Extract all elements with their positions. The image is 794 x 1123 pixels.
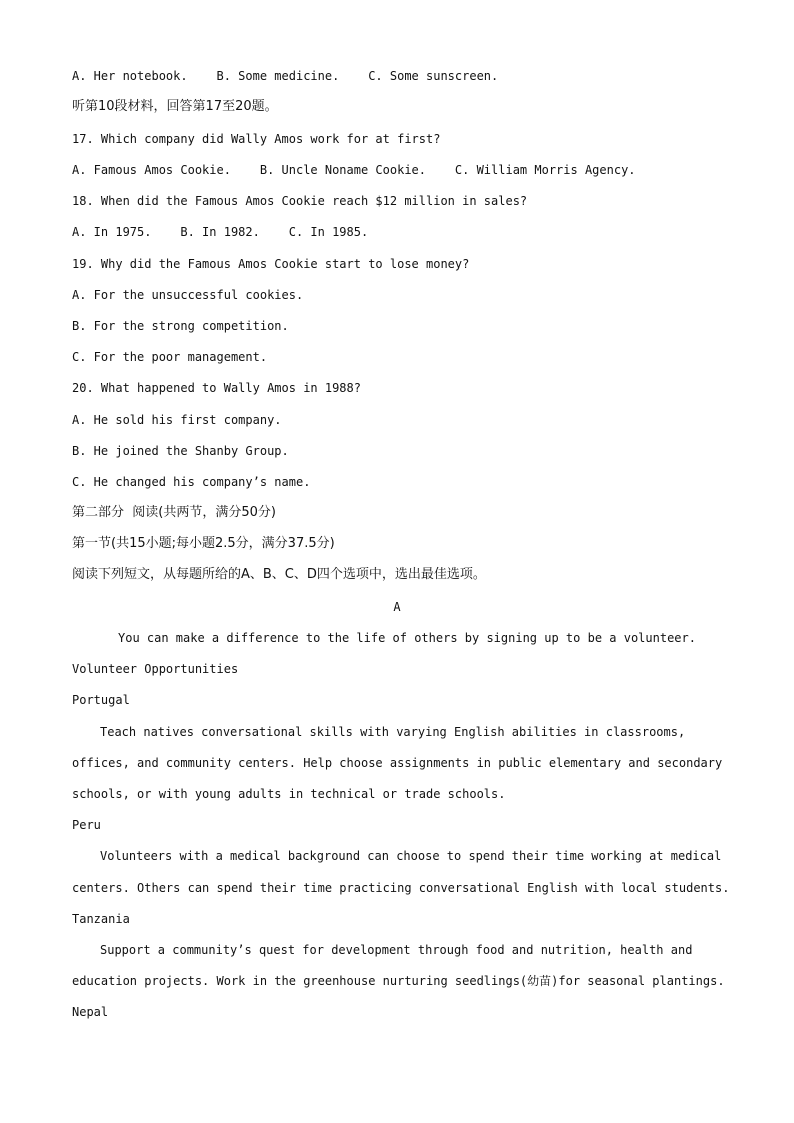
- q20-option-a: A. He sold his first company.: [72, 413, 282, 427]
- part-two-heading: 第二部分 阅读(共两节，满分50分): [72, 505, 276, 520]
- country-peru: Peru: [72, 818, 101, 832]
- question-20: 20. What happened to Wally Amos in 1988?: [72, 381, 361, 395]
- reading-instruction: 阅读下列短文，从每题所给的A、B、C、D四个选项中，选出最佳选项。: [72, 567, 486, 582]
- q17-options: A. Famous Amos Cookie. B. Uncle Noname Cookie. C. William Morris Agency.: [72, 163, 636, 177]
- q19-option-a: A. For the unsuccessful cookies.: [72, 288, 304, 302]
- q19-option-b: B. For the strong competition.: [72, 319, 289, 333]
- q19-option-c: C. For the poor management.: [72, 350, 268, 364]
- question-18: 18. When did the Famous Amos Cookie reach $12 million in sales?: [72, 194, 528, 208]
- q20-option-b: B. He joined the Shanby Group.: [72, 444, 289, 458]
- peru-text-2: centers. Others can spend their time practicing conversational English with local students.: [72, 881, 730, 895]
- section-10-instruction: 听第10段材料，回答第17至20题。: [72, 99, 278, 114]
- portugal-text-3: schools, or with young adults in technical or trade schools.: [72, 787, 506, 801]
- q20-option-c: C. He changed his company’s name.: [72, 475, 311, 489]
- question-17: 17. Which company did Wally Amos work for at first?: [72, 132, 441, 146]
- q18-options: A. In 1975. B. In 1982. C. In 1985.: [72, 225, 369, 239]
- passage-intro: You can make a difference to the life of others by signing up to be a volunteer.: [118, 631, 696, 645]
- passage-heading: Volunteer Opportunities: [72, 662, 239, 676]
- q16-options: A. Her notebook. B. Some medicine. C. Some sunscreen.: [72, 69, 499, 83]
- peru-text-1: Volunteers with a medical background can choose to spend their time working at medical: [100, 849, 722, 863]
- portugal-text-2: offices, and community centers. Help choose assignments in public elementary and secondary: [72, 756, 723, 770]
- passage-label: A: [393, 600, 401, 614]
- tanzania-text-2: education projects. Work in the greenhouse nurturing seedlings(幼苗)for seasonal plantings.: [72, 974, 725, 988]
- question-19: 19. Why did the Famous Amos Cookie start to lose money?: [72, 257, 470, 271]
- country-nepal: Nepal: [72, 1005, 109, 1019]
- country-tanzania: Tanzania: [72, 912, 130, 926]
- section-one-heading: 第一节(共15小题;每小题2.5分，满分37.5分): [72, 536, 335, 551]
- country-portugal: Portugal: [72, 693, 130, 707]
- tanzania-text-1: Support a community’s quest for development through food and nutrition, health and: [100, 943, 693, 957]
- portugal-text-1: Teach natives conversational skills with varying English abilities in classrooms,: [100, 725, 686, 739]
